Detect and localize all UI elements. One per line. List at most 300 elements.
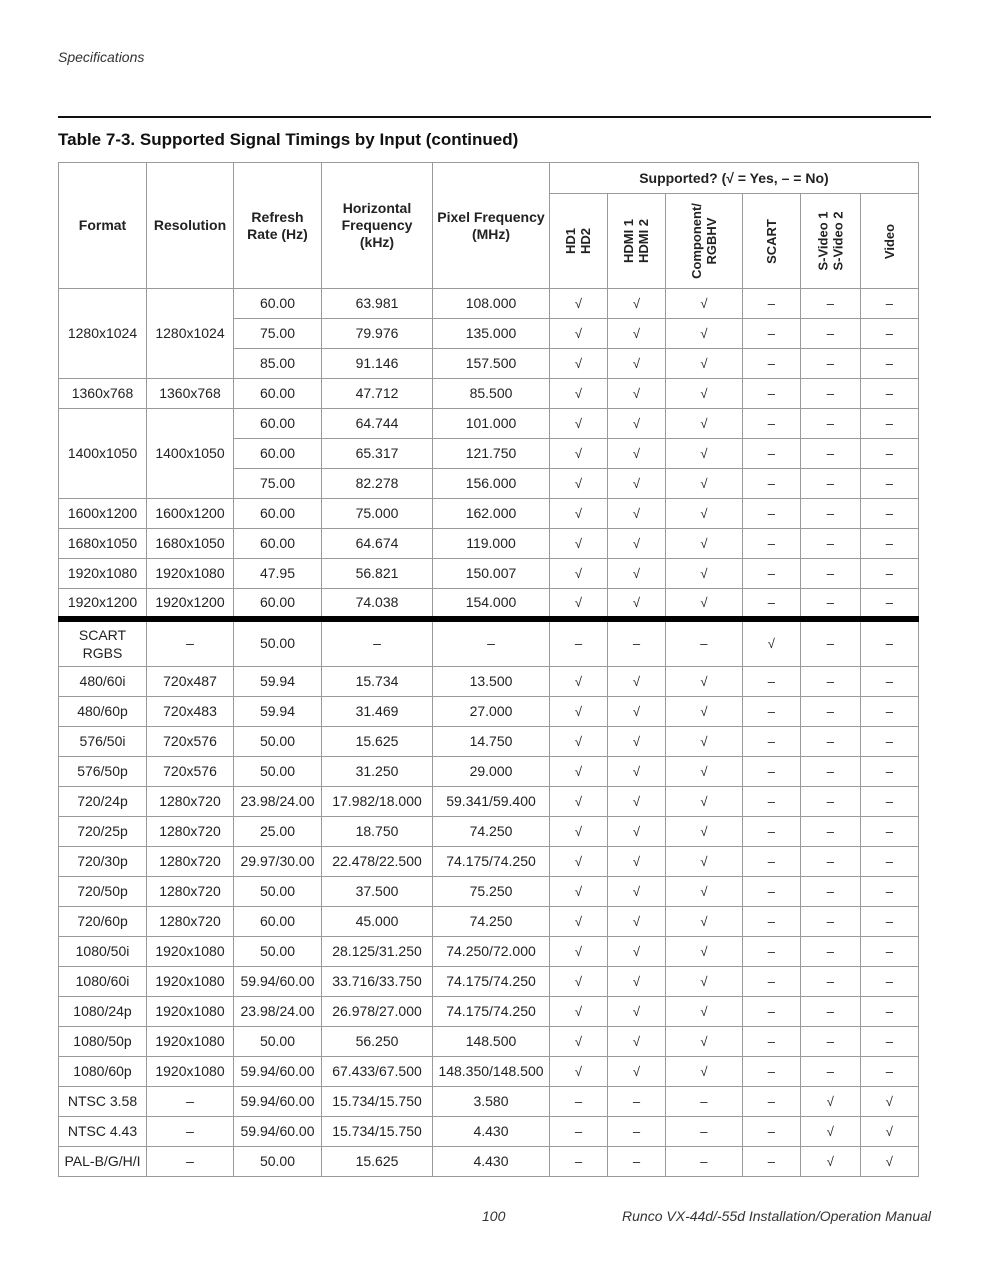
support-mark-cell: – (860, 499, 918, 529)
support-mark-cell: √ (608, 967, 666, 997)
support-mark-cell: – (860, 319, 918, 349)
support-mark-cell: √ (666, 697, 743, 727)
support-mark-cell: – (742, 409, 800, 439)
table-row (59, 697, 919, 727)
support-mark-cell: – (860, 907, 918, 937)
support-mark-cell: √ (666, 727, 743, 757)
support-mark-cell: – (860, 409, 918, 439)
support-mark-cell: √ (666, 787, 743, 817)
support-mark-cell: √ (666, 379, 743, 409)
pixel-cell: 74.175/74.250 (433, 847, 550, 877)
refresh-cell: 50.00 (234, 877, 322, 907)
support-mark-cell: √ (608, 409, 666, 439)
support-mark-cell: – (742, 319, 800, 349)
support-mark-cell: – (742, 1117, 800, 1147)
support-mark-cell: √ (800, 1117, 860, 1147)
col-header-input-line: HD2 (578, 227, 594, 254)
hfreq-cell: 47.712 (322, 379, 433, 409)
support-mark-cell: √ (666, 409, 743, 439)
col-header-input (608, 194, 666, 289)
col-header-input-label (689, 203, 719, 279)
resolution-cell: 720x483 (147, 697, 234, 727)
support-mark-cell: √ (550, 1057, 608, 1087)
refresh-cell: 60.00 (234, 907, 322, 937)
support-mark-cell: √ (550, 847, 608, 877)
col-header-pixel-line2: (MHz) (471, 225, 511, 242)
support-mark-cell: √ (550, 1027, 608, 1057)
hfreq-cell: 18.750 (322, 817, 433, 847)
support-mark-cell: – (800, 319, 860, 349)
support-mark-cell: √ (742, 619, 800, 667)
support-mark-cell: – (860, 787, 918, 817)
running-head: Specifications (58, 49, 145, 65)
resolution-cell: 1920x1080 (147, 997, 234, 1027)
format-cell: 480/60i (59, 667, 147, 697)
support-mark-cell: √ (666, 289, 743, 319)
support-mark-cell: – (800, 379, 860, 409)
support-mark-cell: – (742, 667, 800, 697)
support-mark-cell: – (860, 817, 918, 847)
format-cell: 1920x1200 (59, 589, 147, 619)
support-mark-cell: √ (666, 667, 743, 697)
col-header-input-label (563, 227, 593, 253)
support-mark-cell: – (800, 409, 860, 439)
pixel-cell: 150.007 (433, 559, 550, 589)
support-mark-cell: √ (666, 1027, 743, 1057)
table-row (59, 499, 919, 529)
format-cell: 1080/60i (59, 967, 147, 997)
support-mark-cell: √ (608, 529, 666, 559)
hfreq-cell: 15.734/15.750 (322, 1087, 433, 1117)
support-mark-cell: √ (550, 439, 608, 469)
support-mark-cell: – (800, 619, 860, 667)
support-mark-cell: – (608, 1117, 666, 1147)
support-mark-cell: – (742, 907, 800, 937)
table-row (59, 847, 919, 877)
support-mark-cell: √ (608, 847, 666, 877)
col-header-input (800, 194, 860, 289)
support-mark-cell: – (742, 469, 800, 499)
support-mark-cell: √ (550, 379, 608, 409)
support-mark-cell: √ (550, 817, 608, 847)
col-header-input-line: HDMI 1 (621, 218, 637, 263)
support-mark-cell: – (860, 469, 918, 499)
support-mark-cell: – (800, 937, 860, 967)
col-header-input-line: Video (881, 223, 897, 259)
resolution-cell: 1600x1200 (147, 499, 234, 529)
resolution-cell: 1920x1080 (147, 1027, 234, 1057)
support-mark-cell: √ (550, 967, 608, 997)
hfreq-cell: 63.981 (322, 289, 433, 319)
pixel-cell: 13.500 (433, 667, 550, 697)
support-mark-cell: – (800, 967, 860, 997)
pixel-cell: 74.250 (433, 817, 550, 847)
resolution-cell: 1920x1080 (147, 559, 234, 589)
format-cell: 1360x768 (59, 379, 147, 409)
pixel-cell: 135.000 (433, 319, 550, 349)
pixel-cell: 162.000 (433, 499, 550, 529)
refresh-cell: 75.00 (234, 469, 322, 499)
hfreq-cell: 45.000 (322, 907, 433, 937)
hfreq-cell: 64.674 (322, 529, 433, 559)
support-mark-cell: √ (550, 787, 608, 817)
support-mark-cell: – (742, 439, 800, 469)
support-mark-cell: √ (608, 877, 666, 907)
hfreq-cell: 15.625 (322, 1147, 433, 1177)
support-mark-cell: – (800, 529, 860, 559)
support-mark-cell: – (800, 1057, 860, 1087)
support-mark-cell: √ (608, 289, 666, 319)
support-mark-cell: – (800, 667, 860, 697)
support-mark-cell: – (608, 1147, 666, 1177)
format-cell: 720/60p (59, 907, 147, 937)
support-mark-cell: √ (550, 349, 608, 379)
pixel-cell: 148.350/148.500 (433, 1057, 550, 1087)
support-mark-cell: – (666, 619, 743, 667)
table-row (59, 589, 919, 619)
col-header-input-label (622, 218, 652, 262)
pixel-cell: 119.000 (433, 529, 550, 559)
pixel-cell: 85.500 (433, 379, 550, 409)
support-mark-cell: – (860, 967, 918, 997)
support-mark-cell: – (608, 1087, 666, 1117)
col-header-hfreq-line3: (kHz) (359, 234, 395, 250)
refresh-cell: 59.94/60.00 (234, 1087, 322, 1117)
support-mark-cell: – (800, 349, 860, 379)
table-row (59, 997, 919, 1027)
support-mark-cell: – (666, 1147, 743, 1177)
support-mark-cell: – (860, 559, 918, 589)
support-mark-cell: – (800, 1027, 860, 1057)
format-cell: 576/50i (59, 727, 147, 757)
support-mark-cell: – (860, 997, 918, 1027)
support-mark-cell: – (860, 667, 918, 697)
hfreq-cell: 74.038 (322, 589, 433, 619)
col-header-input-line: S-Video 2 (830, 210, 846, 271)
support-mark-cell: √ (608, 379, 666, 409)
hfreq-cell: 31.250 (322, 757, 433, 787)
format-cell: 576/50p (59, 757, 147, 787)
table-row (59, 409, 919, 439)
refresh-cell: 60.00 (234, 379, 322, 409)
support-mark-cell: √ (860, 1117, 918, 1147)
support-mark-cell: √ (608, 757, 666, 787)
table-row (59, 787, 919, 817)
hfreq-cell: 75.000 (322, 499, 433, 529)
hfreq-cell: 79.976 (322, 319, 433, 349)
hfreq-cell: 22.478/22.500 (322, 847, 433, 877)
support-mark-cell: √ (608, 1027, 666, 1057)
support-mark-cell: √ (608, 907, 666, 937)
support-mark-cell: – (800, 877, 860, 907)
table-row (59, 1087, 919, 1117)
pixel-cell: – (433, 619, 550, 667)
support-mark-cell: – (550, 1117, 608, 1147)
support-mark-cell: – (742, 589, 800, 619)
support-mark-cell: √ (608, 349, 666, 379)
col-header-input-line: HDMI 2 (636, 218, 652, 263)
support-mark-cell: √ (800, 1087, 860, 1117)
pixel-cell: 27.000 (433, 697, 550, 727)
support-mark-cell: √ (608, 787, 666, 817)
support-mark-cell: √ (860, 1147, 918, 1177)
table-row (59, 907, 919, 937)
col-header-input (666, 194, 743, 289)
support-mark-cell: – (800, 559, 860, 589)
support-mark-cell: – (550, 1087, 608, 1117)
support-mark-cell: √ (608, 1057, 666, 1087)
support-mark-cell: √ (550, 877, 608, 907)
hfreq-cell: 82.278 (322, 469, 433, 499)
pixel-cell: 74.175/74.250 (433, 967, 550, 997)
support-mark-cell: – (860, 589, 918, 619)
support-mark-cell: – (860, 619, 918, 667)
support-mark-cell: – (860, 727, 918, 757)
refresh-cell: 50.00 (234, 1027, 322, 1057)
signal-timings-table (58, 162, 919, 1177)
col-header-pixel (433, 163, 550, 289)
format-cell: 480/60p (59, 697, 147, 727)
support-mark-cell: – (800, 997, 860, 1027)
refresh-cell: 75.00 (234, 319, 322, 349)
support-mark-cell: – (800, 469, 860, 499)
resolution-cell: – (147, 1147, 234, 1177)
pixel-cell: 3.580 (433, 1087, 550, 1117)
pixel-cell: 156.000 (433, 469, 550, 499)
support-mark-cell: √ (666, 319, 743, 349)
refresh-cell: 59.94 (234, 697, 322, 727)
support-mark-cell: √ (550, 529, 608, 559)
support-mark-cell: – (742, 1087, 800, 1117)
col-header-refresh-line2: Rate (Hz) (247, 225, 308, 242)
hfreq-cell: 33.716/33.750 (322, 967, 433, 997)
support-mark-cell: √ (550, 937, 608, 967)
resolution-cell: 1400x1050 (147, 409, 234, 499)
table-row (59, 379, 919, 409)
pixel-cell: 74.175/74.250 (433, 997, 550, 1027)
col-header-input-label (764, 219, 779, 264)
format-cell: 1920x1080 (59, 559, 147, 589)
support-mark-cell: √ (550, 319, 608, 349)
support-mark-cell: √ (800, 1147, 860, 1177)
pixel-cell: 75.250 (433, 877, 550, 907)
format-cell: 1080/50p (59, 1027, 147, 1057)
pixel-cell: 74.250/72.000 (433, 937, 550, 967)
support-mark-cell: – (800, 757, 860, 787)
refresh-cell: 60.00 (234, 439, 322, 469)
col-header-input-line: Component/ (688, 202, 704, 279)
col-header-refresh (234, 163, 322, 289)
support-mark-cell: – (742, 499, 800, 529)
support-mark-cell: √ (550, 499, 608, 529)
resolution-cell: 1680x1050 (147, 529, 234, 559)
pixel-cell: 29.000 (433, 757, 550, 787)
support-mark-cell: √ (550, 697, 608, 727)
support-mark-cell: – (800, 847, 860, 877)
table-row (59, 877, 919, 907)
pixel-cell: 4.430 (433, 1147, 550, 1177)
support-mark-cell: – (860, 289, 918, 319)
manual-title: Runco VX-44d/-55d Installation/Operation Manual (622, 1208, 931, 1224)
support-mark-cell: √ (608, 439, 666, 469)
support-mark-cell: √ (608, 589, 666, 619)
pixel-cell: 108.000 (433, 289, 550, 319)
refresh-cell: 60.00 (234, 409, 322, 439)
support-mark-cell: – (742, 289, 800, 319)
support-mark-cell: – (742, 757, 800, 787)
col-header-hfreq-line2: Frequency (341, 217, 413, 233)
pixel-cell: 148.500 (433, 1027, 550, 1057)
refresh-cell: 23.98/24.00 (234, 997, 322, 1027)
resolution-cell: 1280x720 (147, 847, 234, 877)
support-mark-cell: √ (666, 529, 743, 559)
table-row (59, 529, 919, 559)
col-header-input-label (882, 223, 897, 258)
support-mark-cell: √ (608, 937, 666, 967)
resolution-cell: 720x576 (147, 757, 234, 787)
support-mark-cell: √ (550, 409, 608, 439)
format-cell: 720/50p (59, 877, 147, 907)
table-row (59, 289, 919, 319)
resolution-cell: – (147, 1087, 234, 1117)
col-header-input-line: S-Video 1 (815, 210, 831, 271)
col-header-input (550, 194, 608, 289)
support-mark-cell: √ (608, 997, 666, 1027)
pixel-cell: 157.500 (433, 349, 550, 379)
format-cell: 1400x1050 (59, 409, 147, 499)
format-cell: 720/25p (59, 817, 147, 847)
refresh-cell: 59.94/60.00 (234, 1117, 322, 1147)
format-cell: 1280x1024 (59, 289, 147, 379)
format-cell: NTSC 3.58 (59, 1087, 147, 1117)
table-caption: Table 7-3. Supported Signal Timings by Input (continued) (58, 130, 519, 149)
table-row (59, 757, 919, 787)
support-mark-cell: √ (860, 1087, 918, 1117)
resolution-cell: 1280x720 (147, 817, 234, 847)
hfreq-cell: 26.978/27.000 (322, 997, 433, 1027)
support-mark-cell: √ (608, 817, 666, 847)
pixel-cell: 59.341/59.400 (433, 787, 550, 817)
support-mark-cell: – (742, 379, 800, 409)
hfreq-cell: 15.625 (322, 727, 433, 757)
support-mark-cell: √ (550, 907, 608, 937)
format-cell: 720/24p (59, 787, 147, 817)
support-mark-cell: √ (666, 997, 743, 1027)
support-mark-cell: – (800, 289, 860, 319)
col-header-pixel-line1: Pixel Frequency (437, 208, 545, 225)
resolution-cell: 1280x720 (147, 907, 234, 937)
support-mark-cell: √ (550, 469, 608, 499)
hfreq-cell: 31.469 (322, 697, 433, 727)
format-cell: PAL-B/G/H/I (59, 1147, 147, 1177)
support-mark-cell: – (742, 1027, 800, 1057)
support-mark-cell: √ (550, 559, 608, 589)
support-mark-cell: – (860, 877, 918, 907)
resolution-cell: 1920x1080 (147, 937, 234, 967)
refresh-cell: 85.00 (234, 349, 322, 379)
support-mark-cell: – (742, 817, 800, 847)
refresh-cell: 50.00 (234, 937, 322, 967)
format-cell: 1080/60p (59, 1057, 147, 1087)
support-mark-cell: √ (550, 727, 608, 757)
support-mark-cell: – (550, 1147, 608, 1177)
support-mark-cell: √ (550, 589, 608, 619)
pixel-cell: 4.430 (433, 1117, 550, 1147)
support-mark-cell: √ (666, 847, 743, 877)
support-mark-cell: – (860, 1057, 918, 1087)
col-header-refresh-line1: Refresh (251, 208, 304, 225)
resolution-cell: 1280x1024 (147, 289, 234, 379)
support-mark-cell: – (800, 787, 860, 817)
support-mark-cell: – (860, 529, 918, 559)
resolution-cell: 1280x720 (147, 877, 234, 907)
support-mark-cell: – (742, 787, 800, 817)
support-mark-cell: – (742, 697, 800, 727)
support-mark-cell: – (742, 349, 800, 379)
pixel-cell: 74.250 (433, 907, 550, 937)
resolution-cell: – (147, 619, 234, 667)
support-mark-cell: √ (666, 817, 743, 847)
hfreq-cell: 17.982/18.000 (322, 787, 433, 817)
col-header-hfreq (322, 163, 433, 289)
format-cell: 720/30p (59, 847, 147, 877)
support-mark-cell: – (742, 559, 800, 589)
refresh-cell: 50.00 (234, 727, 322, 757)
support-mark-cell: √ (550, 289, 608, 319)
refresh-cell: 50.00 (234, 619, 322, 667)
support-mark-cell: – (742, 967, 800, 997)
support-mark-cell: – (742, 847, 800, 877)
refresh-cell: 29.97/30.00 (234, 847, 322, 877)
refresh-cell: 60.00 (234, 529, 322, 559)
support-mark-cell: – (800, 727, 860, 757)
pixel-cell: 121.750 (433, 439, 550, 469)
refresh-cell: 25.00 (234, 817, 322, 847)
support-mark-cell: – (860, 937, 918, 967)
col-header-format: Format (59, 163, 147, 289)
refresh-cell: 60.00 (234, 499, 322, 529)
support-mark-cell: – (742, 937, 800, 967)
support-mark-cell: – (800, 589, 860, 619)
support-mark-cell: – (860, 757, 918, 787)
refresh-cell: 50.00 (234, 1147, 322, 1177)
resolution-cell: 1920x1080 (147, 967, 234, 997)
support-mark-cell: – (860, 847, 918, 877)
table-row (59, 559, 919, 589)
support-mark-cell: √ (608, 667, 666, 697)
resolution-cell: 1920x1080 (147, 1057, 234, 1087)
resolution-cell: 1920x1200 (147, 589, 234, 619)
refresh-cell: 59.94/60.00 (234, 1057, 322, 1087)
support-mark-cell: √ (666, 499, 743, 529)
support-mark-cell: – (800, 817, 860, 847)
support-mark-cell: √ (666, 937, 743, 967)
support-mark-cell: √ (666, 589, 743, 619)
support-mark-cell: – (742, 997, 800, 1027)
support-mark-cell: – (608, 619, 666, 667)
support-mark-cell: – (860, 439, 918, 469)
col-header-input (742, 194, 800, 289)
resolution-cell: 1280x720 (147, 787, 234, 817)
hfreq-cell: 15.734/15.750 (322, 1117, 433, 1147)
support-mark-cell: – (800, 697, 860, 727)
resolution-cell: 720x576 (147, 727, 234, 757)
support-mark-cell: – (666, 1087, 743, 1117)
resolution-cell: – (147, 1117, 234, 1147)
support-mark-cell: – (860, 349, 918, 379)
hfreq-cell: 56.250 (322, 1027, 433, 1057)
support-mark-cell: – (800, 907, 860, 937)
